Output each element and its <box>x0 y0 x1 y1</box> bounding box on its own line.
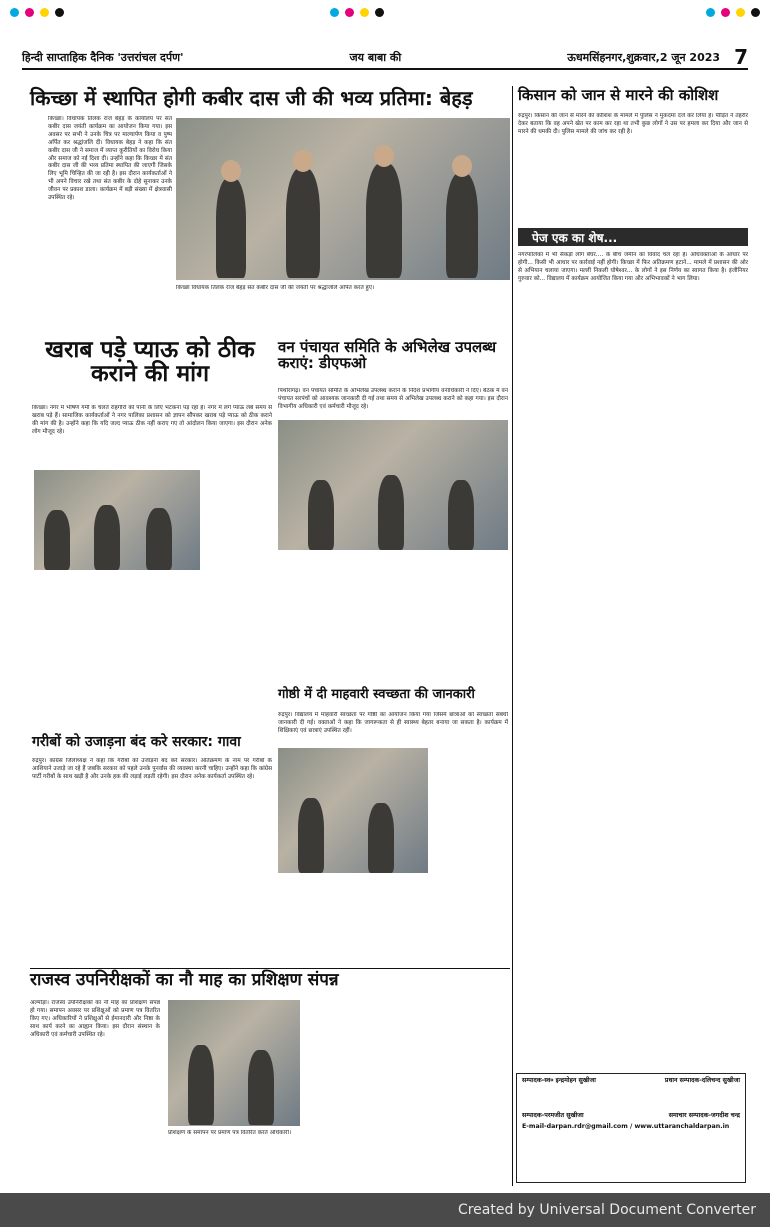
masthead-paper-name: हिन्दी साप्ताहिक दैनिक 'उत्तरांचल दर्पण' <box>22 50 184 64</box>
footer-watermark: Created by Universal Document Converter <box>457 1202 756 1218</box>
footer-watermark-bar <box>0 1193 770 1227</box>
registration-marks-left <box>10 8 64 17</box>
rajasv-top-rule <box>30 968 510 969</box>
registration-marks-center <box>330 8 384 17</box>
lead-body: किच्छा। विधायक तिलक राज बेहड़ के कार्यालय पर संत कबीर दास जयंती कार्यक्रम का आयोजन किया गया। इस अवसर पर सभी ने उनके चित्र पर माल्यार्पण किया व पुष्प अर्पित कर श्रद्धांजलि दी। विधायक बेहड़ ने कहा कि संत कबीर दास जी ने समाज में व्याप्त कुरीतियों का विरोध किया और समाज को नई दिशा दी। उन्होंने कहा कि किच्छा में संत कबीर दास जी की भव्य प्रतिमा स्थापित की जाएगी जिसके लिए भूमि चिन्हित की जा रही है। इस दौरान कार्यकर्ताओं ने भी अपने विचार रखे तथा संत कबीर के दोहे सुनाकर उनके जीवन पर प्रकाश डाला। कार्यक्रम में बड़ी संख्या में क्षेत्रवासी उपस्थित रहे। <box>48 116 172 202</box>
pyau-headline: खराब पड़े प्याऊ को ठीक कराने की मांग <box>45 337 255 388</box>
rajasv-photo-caption: प्रशिक्षण के समापन पर प्रमाण पत्र वितरित करते अधिकारी। <box>168 1130 292 1136</box>
continued-heading-bar <box>518 228 748 246</box>
gosthi-headline: गोष्ठी में दी माहवारी स्वच्छता की जानकारी <box>278 687 475 702</box>
continued-heading: पेज एक का शेष... <box>532 230 618 245</box>
garib-headline: गरीबों को उजाड़ना बंद करे सरकार: गावा <box>32 734 241 750</box>
lead-photo-caption: किच्छा विधायक तिलक राज बेहड़ संत कबीर दास जी की जयंती पर श्रद्धांजलि अर्पित करते हुए। <box>176 285 375 291</box>
masthead-date: ऊधमसिंहनगर,शुक्रवार,2 जून 2023 <box>567 50 721 64</box>
pyau-body: किच्छा। नगर में भीषण गर्मी के चलते राहगीरों को पानी के लिए भटकना पड़ रहा है। नगर में लगे प्याऊ लंबे समय से खराब पड़े हैं। सामाजिक कार्यकर्ताओं ने नगर पालिका प्रशासन को ज्ञापन सौंपकर खराब पड़े प्याऊ को ठीक कराने की मांग की है। उन्होंने कहा कि यदि जल्द प्याऊ ठीक नहीं कराए गए तो आंदोलन किया जाएगा। इस दौरान अनेक लोग मौजूद रहे। <box>32 405 272 435</box>
credits-news-editor: समाचार सम्पादक-जगदीश चन्द्र <box>668 1111 740 1119</box>
continued-body: नगरपालिका में भी सैकड़ों लोग बेघर.... के बीच जमीन का विवाद चल रहा है। अधिवक्ताओं के आधार पर होगी... किसी भी आधार पर कार्रवाई नहीं होगी। किच्छा में फिर अतिक्रमण हटाने... मामले में प्रशासन की ओर से अभियान चलाया जाएगा। मल्ली निकली घोषेश्वर... के लोगों ने इस निर्णय का स्वागत किया है। इंजीनियर गुरुवार को... विद्यालय में कार्यक्रम आयोजित किया गया और अभिभावकों ने भाग लिया। <box>518 252 748 282</box>
pyau-photo <box>34 470 200 570</box>
credits-chief-editor: प्रधान सम्पादक-दलिचन्द सुखीजा <box>664 1077 740 1084</box>
masthead-tagline: जय बाबा की <box>349 50 402 64</box>
van-photo <box>278 420 508 550</box>
van-body: पिथौरागढ़। वन पंचायत समिति के अभिलेख उपलब्ध कराने के निर्देश प्रभागीय वनाधिकारी ने दिए। बैठक में वन पंचायत सरपंचों को आवश्यक जानकारी दी गई तथा समय से अभिलेख उपलब्ध कराने को कहा गया। इस दौरान विभागीय अधिकारी एवं कर्मचारी मौजूद रहे। <box>278 388 508 410</box>
masthead <box>22 46 748 70</box>
rajasv-photo <box>168 1000 300 1126</box>
gosthi-body: रुद्रपुर। विद्यालय में माहवारी स्वच्छता पर गोष्ठी का आयोजन किया गया जिसमें छात्राओं को स्वच्छता संबंधी जानकारी दी गई। वक्ताओं ने कहा कि जागरूकता से ही स्वास्थ्य बेहतर बनाया जा सकता है। कार्यक्रम में शिक्षिकाएं एवं छात्राएं उपस्थित रहीं। <box>278 712 508 734</box>
side-headline: किसान को जान से मारने की कोशिश <box>518 86 719 104</box>
side-body: रुद्रपुर। किसान की जान से मारने की कोशिश के मामले में पुलिस ने मुकदमा दर्ज कर लिया है। पीड़ित ने तहरीर देकर बताया कि वह अपने खेत पर काम कर रहा था तभी कुछ लोगों ने उस पर हमला कर दिया और जान से मारने की धमकी दी। पुलिस मामले की जांच कर रही है। <box>518 113 748 135</box>
rajasv-body: अल्मोड़ा। राजस्व उपनिरीक्षकों का नौ माह का प्रशिक्षण संपन्न हो गया। समापन अवसर पर प्रशिक्षुओं को प्रमाण पत्र वितरित किए गए। अधिकारियों ने प्रशिक्षुओं से ईमानदारी और निष्ठा के साथ कार्य करने का आह्वान किया। इस दौरान संस्थान के अधिकारी एवं कर्मचारी उपस्थित रहे। <box>30 1000 160 1038</box>
lead-headline: किच्छा में स्थापित होगी कबीर दास जी की भव्य प्रतिमा: बेहड़ <box>30 86 473 110</box>
credits-editor: सम्पादक-परमजीत सुखीजा <box>522 1111 584 1119</box>
credits-box <box>516 1073 746 1183</box>
column-divider <box>512 86 513 1186</box>
credits-founder: सम्पादक-स्व० इन्द्रमोहन सुखीजा <box>522 1077 596 1084</box>
van-headline: वन पंचायत समिति के अभिलेख उपलब्ध कराएं: डीएफओ <box>278 338 497 372</box>
credits-contact: E-mail-darpan.rdr@gmail.com / www.uttaranchaldarpan.in <box>522 1123 730 1131</box>
gosthi-photo <box>278 748 428 873</box>
rajasv-headline: राजस्व उपनिरीक्षकों का नौ माह का प्रशिक्षण संपन्न <box>30 970 339 990</box>
garib-body: रुद्रपुर। कांग्रेस जिलाध्यक्ष ने कहा कि गरीबों को उजाड़ना बंद करे सरकार। अतिक्रमण के नाम पर गरीबों के आशियाने उजाड़े जा रहे हैं जबकि सरकार को पहले उनके पुनर्वास की व्यवस्था करनी चाहिए। उन्होंने कहा कि कांग्रेस पार्टी गरीबों के साथ खड़ी है और उनके हक की लड़ाई लड़ती रहेगी। इस दौरान अनेक कार्यकर्ता उपस्थित रहे। <box>32 758 272 780</box>
page-number: 7 <box>734 45 748 69</box>
registration-marks-right <box>706 8 760 17</box>
lead-photo <box>176 118 510 280</box>
